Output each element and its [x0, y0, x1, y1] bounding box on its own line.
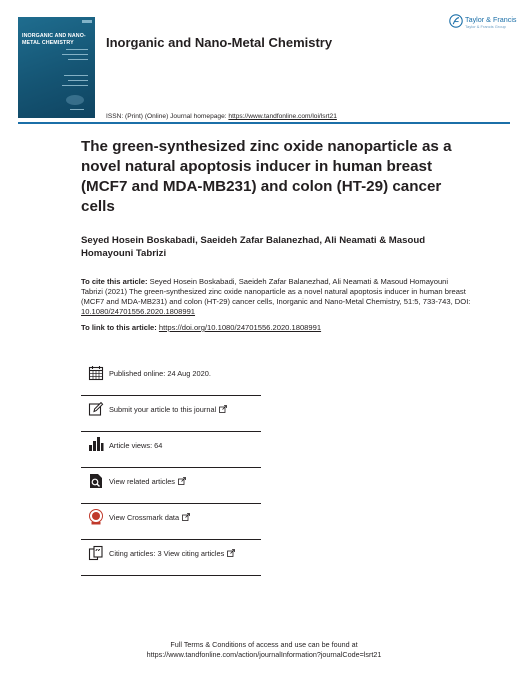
journal-cover-image: [18, 17, 95, 118]
cover-line: [70, 109, 84, 110]
issn-line: [106, 113, 337, 120]
crossmark-icon: [88, 509, 104, 525]
cover-title: INORGANIC AND NANO-METAL CHEMISTRY: [22, 33, 86, 46]
footer-terms-text: Full Terms & Conditions of access and use can be found at: [170, 640, 358, 649]
menu-item-submit[interactable]: [81, 395, 261, 432]
submit-article-link[interactable]: [109, 405, 227, 414]
edit-icon: [88, 401, 104, 417]
issn-text: ISSN: (Print) (Online) Journal homepage:: [106, 113, 229, 120]
crossmark-link[interactable]: [109, 513, 190, 522]
cover-line: [66, 49, 88, 50]
cover-line: [68, 59, 88, 60]
related-articles-icon: [88, 473, 104, 489]
citing-articles-icon: [88, 545, 104, 561]
article-views-label: Article views: 64: [109, 441, 163, 450]
cover-line: [64, 75, 88, 76]
cover-brand-mark: [82, 20, 92, 23]
citing-articles-label: Citing articles: 3 View citing articles: [109, 549, 225, 558]
menu-item-related[interactable]: [81, 467, 261, 504]
crossmark-label: View Crossmark data: [109, 513, 180, 522]
bar-chart-icon: [88, 436, 104, 452]
article-title: The green-synthesized zinc oxide nanoparticle as a novel natural apoptosis inducer in human breast (MCF7 and MDA-MB231) and colon (HT-29) cancer cells: [81, 138, 452, 215]
menu-item-citing[interactable]: [81, 539, 261, 576]
related-articles-label: View related articles: [109, 477, 175, 486]
publisher-tagline: Taylor & Francis Group: [465, 24, 506, 29]
article-doi-link[interactable]: https://doi.org/10.1080/24701556.2020.1808991: [158, 323, 322, 332]
citation-doi-link[interactable]: 10.1080/24701556.2020.1808991: [81, 307, 196, 316]
published-date-label: Published online: 24 Aug 2020.: [109, 369, 211, 378]
menu-item-views: [81, 431, 261, 468]
external-link-icon: [178, 477, 186, 485]
publisher-logo-icon: [449, 14, 463, 28]
submit-article-label: Submit your article to this journal: [109, 405, 217, 414]
cover-line: [68, 80, 88, 81]
calendar-icon: [88, 365, 104, 381]
article-authors: Seyed Hosein Boskabadi, Saeideh Zafar Balanezhad, Ali Neamati & Masoud Homayouni Tabrizi: [81, 235, 426, 259]
external-link-icon: [227, 549, 235, 557]
menu-item-published: [81, 359, 261, 396]
cover-decoration: [66, 95, 84, 105]
external-link-icon: [219, 405, 227, 413]
link-label: To link to this article:: [81, 323, 159, 332]
external-link-icon: [182, 513, 190, 521]
menu-item-crossmark[interactable]: [81, 503, 261, 540]
article-link-row: [81, 323, 321, 332]
footer-terms-link[interactable]: https://www.tandfonline.com/action/journalInformation?journalCode=lsrt21: [146, 650, 382, 659]
citation-label: To cite this article:: [81, 277, 148, 286]
citation-block: [81, 277, 471, 317]
publisher-name: Taylor & Francis: [465, 15, 517, 24]
cover-line: [62, 85, 88, 86]
journal-homepage-link[interactable]: https://www.tandfonline.com/loi/lsrt21: [228, 113, 337, 120]
journal-title: Inorganic and Nano-Metal Chemistry: [106, 35, 333, 50]
cover-line: [62, 54, 88, 55]
citing-articles-link[interactable]: [109, 549, 235, 558]
related-articles-link[interactable]: [109, 477, 186, 486]
header-rule: [18, 122, 510, 124]
citation-text: Seyed Hosein Boskabadi, Saeideh Zafar Balanezhad, Ali Neamati & Masoud Homayouni Tabrizi (2021) The green-synthesized zinc oxide nanoparticle as a novel natural apoptosis inducer in human breast (MCF7 and MDA-MB231) and colon (HT-29) cancer cells, Inorganic and Nano-Metal Chemistry, 51:5, 733-743, DOI:: [81, 277, 471, 306]
